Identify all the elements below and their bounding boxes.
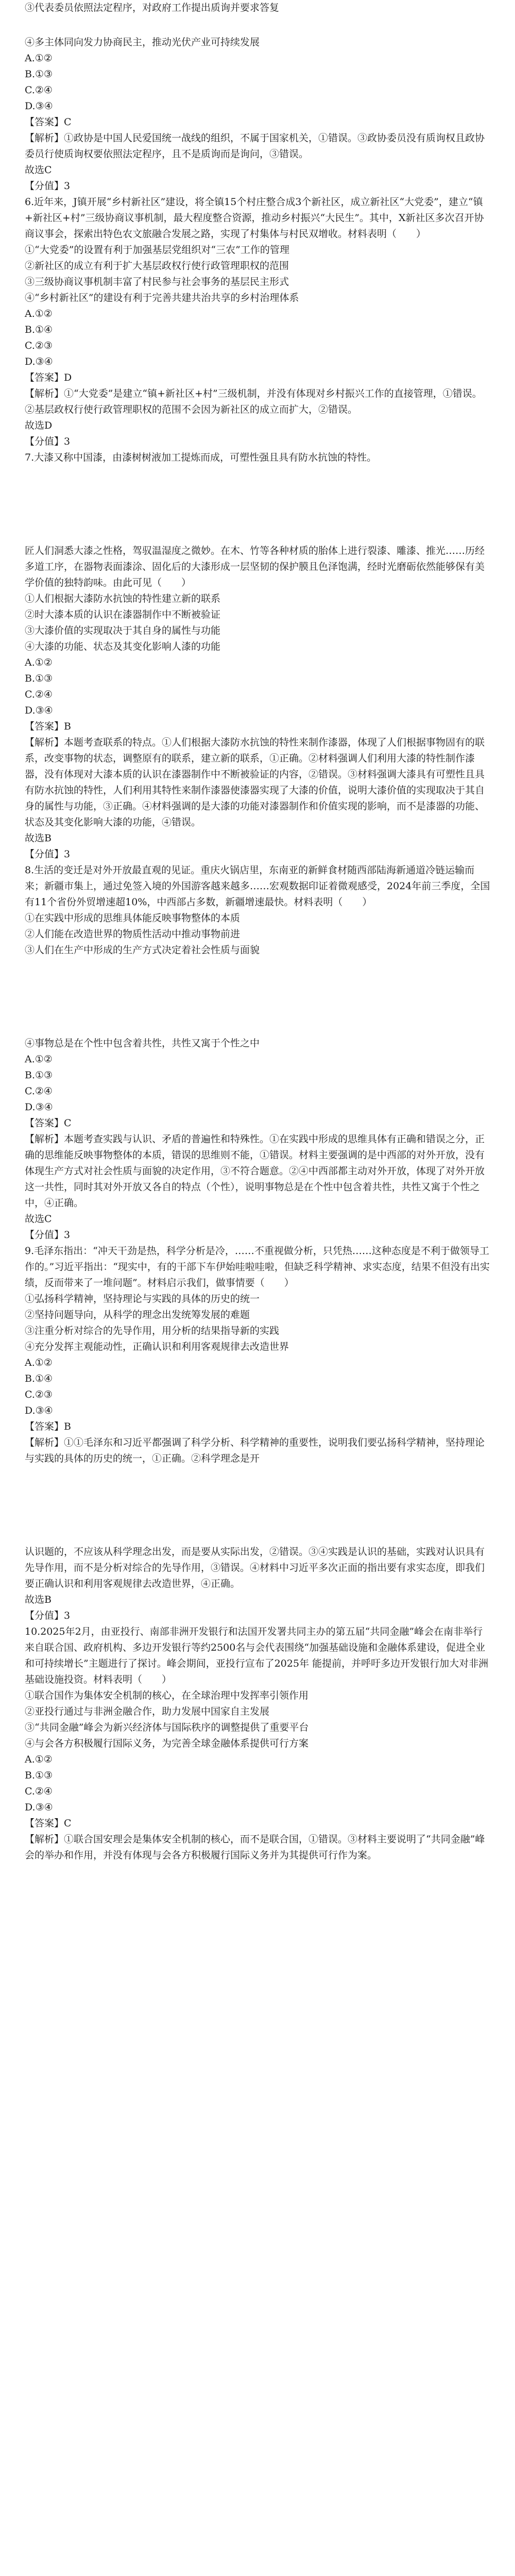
- analysis: 【解析】本题考查联系的特点。①人们根据大漆防水抗蚀的特性来制作漆器，体现了人们根据事物固有的联系，改变事物的状态，调整原有的联系，建立新的联系，①正确。②材料强调人们利用大漆的特性制作漆器，没有体现对大漆本质的认识在漆器制作中不断被验证的内容，②错误。③材料强调大漆具有可塑性且具有防水抗蚀的特性，人们利用其特性来制作漆器使漆器实现了大漆的价值，说明大漆价值的实现取决于其自身的属性与功能，③正确。④材料强调的是大漆的功能对漆器制作和价值实现的影响，而不是漆器的功能、状态及其变化影响大漆的功能，④错误。: [25, 737, 485, 828]
- question-9: [25, 1243, 490, 1624]
- option-4: ④多主体同向发力协商民主，推动光伏产业可持续发展: [25, 37, 260, 48]
- option-3: ③三级协商议事机制丰富了村民参与社会事务的基层民主形式: [25, 276, 289, 287]
- choice-d: D.③④: [25, 1101, 53, 1113]
- option-2: ②时大漆本质的认识在漆器制作中不断被验证: [25, 609, 221, 620]
- answer: 【答案】C: [25, 1818, 72, 1829]
- conclusion: 故选B: [25, 833, 52, 844]
- conclusion: 故选D: [25, 420, 53, 431]
- choice-d: D.③④: [25, 1802, 53, 1813]
- question-10: [25, 1624, 490, 1863]
- option-2: ②坚持问题导向，从科学的理念出发统筹发展的难题: [25, 1309, 250, 1320]
- option-4: ④“乡村新社区”的建设有利于完善共建共治共享的乡村治理体系: [25, 292, 299, 303]
- option-3: ③代表委员依照法定程序，对政府工作提出质询并要求答复: [25, 2, 280, 13]
- option-1: ①“大党委”的设置有利于加强基层党组织对“三农”工作的管理: [25, 244, 289, 256]
- choice-c: C.②④: [25, 1786, 53, 1797]
- analysis: 【解析】①“大党委”是建立“镇+新社区+村”三级机制，并没有体现对乡村振兴工作的直接管理，①错误。②基层政权行使行政管理职权的范围不会因为新社区的成立而扩大，②错误。: [25, 388, 482, 415]
- answer: 【答案】D: [25, 372, 72, 383]
- choice-a: A.①②: [25, 1357, 53, 1368]
- option-2: ②亚投行通过与非洲金融合作，助力发展中国家自主发展: [25, 1706, 270, 1717]
- choice-b: B.①④: [25, 324, 53, 335]
- question-stem: 8.生活的变迁是对外开放最直观的见证。重庆火锅店里，东南亚的新鲜食材随西部陆海新通道冷链运输而来；新疆市集上，通过免签入境的外国游客越来越多……宏观数据印证着微观感受，2024年前三季度，全国有11个省份外贸增速超10%，中西部占多数，新疆增速最快。材料表明（ ）: [25, 865, 490, 908]
- question-stem-continued: 匠人们洞悉大漆之性格，驾驭温湿度之微妙。在木、竹等各种材质的胎体上进行裂漆、雕漆、推光……历经多道工序，在器物表面漆涂、固化后的大漆形成一层坚韧的保护膜且色泽饱满，经时光磨砺依然能够保有美学价值的独特韵味。由此可见（ ）: [25, 545, 485, 588]
- choice-c: C.②④: [25, 1086, 53, 1097]
- choice-a: A.①②: [25, 308, 53, 319]
- choice-d: D.③④: [25, 356, 53, 367]
- option-3: ③注重分析对综合的先导作用，用分析的结果指导新的实践: [25, 1325, 280, 1336]
- question-5-tail: [25, 0, 490, 194]
- choice-c: C.②③: [25, 340, 53, 351]
- choice-a: A.①②: [25, 1754, 53, 1765]
- choice-c: C.②③: [25, 1389, 53, 1400]
- option-3: ③大漆价值的实现取决于其自身的属性与功能: [25, 625, 221, 636]
- analysis: 【解析】①联合国安理会是集体安全机制的核心，而不是联合国，①错误。③材料主要说明了“共同金融”峰会的举办和作用，并没有体现与会各方积极履行国际义务并为其提供可行作为案。: [25, 1834, 485, 1861]
- choice-d: D.③④: [25, 705, 53, 716]
- option-1: ①弘扬科学精神，坚持理论与实践的具体的历史的统一: [25, 1293, 260, 1304]
- choice-a: A.①②: [25, 1054, 53, 1065]
- analysis: 【解析】①政协是中国人民爱国统一战线的组织，不属于国家机关，①错误。③政协委员没有质询权且政协委员行使质询权要依照法定程序，且不是质询而是询问，③错误。: [25, 132, 485, 160]
- analysis-continued: 认识题的，不应该从科学理念出发，而是要从实际出发，②错误。③④实践是认识的基础，实践对认识具有先导作用，而不是分析对综合的先导作用，③错误。④材料中习近平多次正面的指出要有求实态度，即我们要正确认识和利用客观规律去改造世界，④正确。: [25, 1546, 485, 1589]
- choice-c: C.②④: [25, 84, 53, 96]
- option-2: ②人们能在改造世界的物质性活动中推动事物前进: [25, 928, 241, 940]
- option-1: ①联合国作为集体安全机制的核心，在全球治理中发挥率引领作用: [25, 1690, 309, 1701]
- score: 【分值】3: [25, 1229, 71, 1241]
- question-7: [25, 450, 490, 862]
- option-4: ④充分发挥主观能动性，正确认识和利用客观规律去改造世界: [25, 1341, 289, 1352]
- conclusion: 故选C: [25, 164, 52, 176]
- choice-c: C.②④: [25, 689, 53, 700]
- score: 【分值】3: [25, 436, 71, 447]
- option-2: ②新社区的成立有利于扩大基层政权行使行政管理职权的范围: [25, 260, 289, 272]
- question-8: [25, 862, 490, 1243]
- choice-b: B.①③: [25, 1070, 53, 1081]
- option-4: ④与会各方积极履行国际义务，为完善全球金融体系提供可行方案: [25, 1738, 309, 1749]
- choice-a: A.①②: [25, 53, 53, 64]
- answer: 【答案】B: [25, 721, 71, 732]
- choice-b: B.①③: [25, 673, 53, 684]
- choice-a: A.①②: [25, 657, 53, 668]
- option-1: ①人们根据大漆防水抗蚀的特性建立新的联系: [25, 593, 221, 604]
- score: 【分值】3: [25, 180, 71, 192]
- option-4: ④事物总是在个性中包含着共性，共性又寓于个性之中: [25, 1038, 260, 1049]
- conclusion: 故选C: [25, 1213, 52, 1225]
- option-4: ④大漆的功能、状态及其变化影响人漆的功能: [25, 641, 221, 652]
- option-3: ③“共同金融”峰会为新兴经济体与国际秩序的调整提供了重要平台: [25, 1722, 309, 1733]
- conclusion: 故选B: [25, 1594, 52, 1605]
- question-stem: 9.毛泽东指出：“冲天干劲是热，科学分析是冷，……不重视做分析，只凭热……这种态度是不利于做领导工作的。”习近平指出：“现实中，有的干部下车伊始哇啦哇啦，但缺乏科学精神、求实态度，结果不但没有出实绩，反而带来了一堆问题”。材料启示我们，做事情要（ ）: [25, 1245, 490, 1289]
- answer: 【答案】B: [25, 1421, 71, 1432]
- analysis: 【解析】①①毛泽东和习近平都强调了科学分析、科学精神的重要性，说明我们要弘扬科学精神，坚持理论与实践的具体的历史的统一，①正确。②科学理念是开: [25, 1437, 485, 1464]
- question-stem: 7.大漆又称中国漆，由漆树树液加工提炼而成，可塑性强且具有防水抗蚀的特性。: [25, 452, 377, 463]
- choice-d: D.③④: [25, 100, 53, 112]
- analysis: 【解析】本题考查实践与认识、矛盾的普遍性和特殊性。①在实践中形成的思维具体有正确和错误之分，正确的思维能反映事物整体的本质，错误的思维则不能，①错误。材料主要强调的是中西部的对外开放，没有体现生产方式对社会性质与面貌的决定作用，③不符合题意。②④中西部都主动对外开放，体现了对外开放这一共性，同时其对外开放又各自的特点（个性），说明事物总是在个性中包含着共性，共性又寓于个性之中，④正确。: [25, 1133, 485, 1209]
- option-3: ③人们在生产中形成的生产方式决定着社会性质与面貌: [25, 944, 260, 956]
- choice-b: B.①③: [25, 1770, 53, 1781]
- question-stem: 6.近年来，J镇开展“乡村新社区”建设，将全镇15个村庄整合成3个新社区，成立新社区“大党委”，建立“镇+新社区+村”三级协商议事机制，最大程度整合资源，推动乡村振兴“大民生”。其中，X新社区多次召开协商议事会，探索出特色农文旅融合发展之路，实现了村集体与村民双增收。材料表明（ ）: [25, 196, 484, 240]
- score: 【分值】3: [25, 849, 71, 860]
- choice-d: D.③④: [25, 1405, 53, 1416]
- question-stem: 10.2025年2月，由亚投行、南部非洲开发银行和法国开发署共同主办的第五届“共同金融”峰会在南非举行来自联合国、政府机构、多边开发银行等约2500名与会代表围绕“加强基础设施和金融体系建设，促进全业和可持续增长”主题进行了探讨。峰会期间，亚投行宣布了2025年 能提前，并呼吁多边开发银行加大对非洲基础设施投资。材料表明（ ）: [25, 1626, 489, 1685]
- choice-b: B.①④: [25, 1373, 53, 1384]
- question-6: [25, 194, 490, 450]
- answer: 【答案】C: [25, 116, 72, 128]
- choice-b: B.①③: [25, 69, 53, 80]
- answer: 【答案】C: [25, 1117, 72, 1129]
- score: 【分值】3: [25, 1610, 71, 1621]
- option-1: ①在实践中形成的思维具体能反映事物整体的本质: [25, 912, 241, 924]
